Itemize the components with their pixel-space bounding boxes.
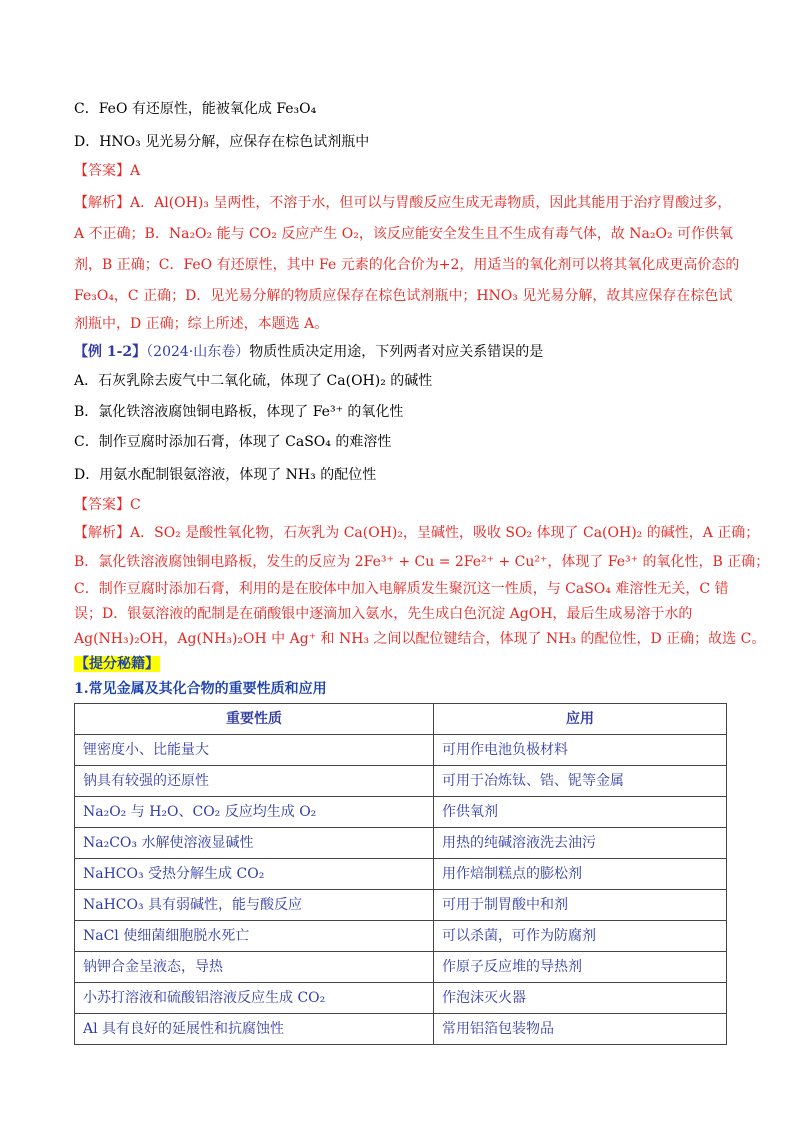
example-question: 物质性质决定用途，下列两者对应关系错误的是 [249, 344, 544, 360]
table-row [75, 859, 727, 890]
analysis-line-1 [74, 192, 734, 214]
analysis2-line-5: Ag(NH₃)₂OH，Ag(NH₃)₂OH 中 Ag⁺ 和 NH₃ 之间以配位键结合，体现了 NH₃ 的配位性，D 正确；故选 C。 [74, 631, 766, 647]
table-row [75, 952, 727, 983]
example-option-a: A．石灰乳除去废气中二氧化硫，体现了 Ca(OH)₂ 的碱性 [74, 373, 433, 389]
analysis-line-4: Fe₃O₄，C 正确；D．见光易分解的物质应保存在棕色试剂瓶中；HNO₃ 见光易分解，故其应保存在棕色试 [74, 288, 733, 304]
analysis-line-5: 剂瓶中，D 正确；综上所述，本题选 A。 [74, 316, 329, 332]
analysis2-line-3: C．制作豆腐时添加石膏，利用的是在胶体中加入电解质发生聚沉这一性质，与 CaSO₄ 难溶性无关，C 错 [74, 581, 729, 597]
property-cell: Na₂CO₃ 水解使溶液显碱性 [75, 828, 434, 859]
analysis-line-3: 剂，B 正确；C．FeO 有还原性，其中 Fe 元素的化合价为+2，用适当的氧化剂可以将其氧化成更高价态的 [74, 257, 740, 273]
property-cell: 锂密度小、比能量大 [75, 735, 434, 766]
application-cell: 常用铝箔包装物品 [434, 1014, 727, 1045]
analysis-text: A．Al(OH)₃ 呈两性，不溶于水，但可以与胃酸反应生成无毒物质，因此其能用于治疗胃酸过多， [130, 195, 732, 211]
table-row [75, 735, 727, 766]
analysis-tag: 【解析】 [74, 195, 130, 211]
answer-tag: 【答案】 [74, 163, 130, 179]
example-stem [74, 341, 734, 363]
header-property: 重要性质 [75, 704, 434, 735]
example-source: （2024·山东卷） [146, 344, 250, 360]
application-cell: 作原子反应堆的导热剂 [434, 952, 727, 983]
table-row [75, 890, 727, 921]
analysis2-line-1 [74, 522, 760, 544]
property-cell: Al 具有良好的延展性和抗腐蚀性 [75, 1014, 434, 1045]
application-cell: 用作焙制糕点的膨松剂 [434, 859, 727, 890]
property-cell: NaHCO₃ 具有弱碱性，能与酸反应 [75, 890, 434, 921]
table-row [75, 766, 727, 797]
property-cell: Na₂O₂ 与 H₂O、CO₂ 反应均生成 O₂ [75, 797, 434, 828]
answer-line [74, 160, 734, 182]
properties-table [74, 703, 727, 1045]
example-option-b: B．氯化铁溶液腐蚀铜电路板，体现了 Fe³⁺ 的氧化性 [74, 404, 404, 420]
option-d: D．HNO₃ 见光易分解，应保存在棕色试剂瓶中 [74, 134, 370, 150]
analysis2-line-4: 误；D．银氨溶液的配制是在硝酸银中逐滴加入氨水，先生成白色沉淀 AgOH，最后生成易溶于水的 [74, 606, 693, 622]
tips-highlight: 【提分秘籍】 [75, 656, 159, 672]
answer-line-2 [74, 494, 734, 516]
table-row [75, 797, 727, 828]
example-option-c: C．制作豆腐时添加石膏，体现了 CaSO₄ 的难溶性 [74, 434, 392, 450]
analysis-line-2: A 不正确；B．Na₂O₂ 能与 CO₂ 反应产生 O₂，该反应能安全发生且不生成有毒气体，故 Na₂O₂ 可作供氧 [74, 226, 734, 242]
answer-value: A [130, 163, 141, 179]
application-cell: 用热的纯碱溶液洗去油污 [434, 828, 727, 859]
header-application: 应用 [434, 704, 727, 735]
property-cell: 钠钾合金呈液态，导热 [75, 952, 434, 983]
application-cell: 作供氧剂 [434, 797, 727, 828]
property-cell: 小苏打溶液和硫酸铝溶液反应生成 CO₂ [75, 983, 434, 1014]
example-option-d: D．用氨水配制银氨溶液，体现了 NH₃ 的配位性 [74, 467, 377, 483]
property-cell: NaCl 使细菌细胞脱水死亡 [75, 921, 434, 952]
section-title: 1.常见金属及其化合物的重要性质和应用 [74, 681, 327, 697]
analysis-tag: 【解析】 [74, 525, 130, 541]
example-tag: 【例 1-2】 [74, 344, 147, 360]
table-row [75, 921, 727, 952]
property-cell: 钠具有较强的还原性 [75, 766, 434, 797]
application-cell: 作泡沫灭火器 [434, 983, 727, 1014]
tips-heading [74, 653, 734, 675]
property-cell: NaHCO₃ 受热分解生成 CO₂ [75, 859, 434, 890]
table-header-row [75, 704, 727, 735]
option-c: C．FeO 有还原性，能被氧化成 Fe₃O₄ [74, 101, 317, 117]
answer-tag: 【答案】 [74, 497, 130, 513]
application-cell: 可用于冶炼钛、锆、铌等金属 [434, 766, 727, 797]
table-row [75, 828, 727, 859]
analysis-text: A．SO₂ 是酸性氧化物，石灰乳为 Ca(OH)₂，呈碱性，吸收 SO₂ 体现了 Ca(OH)₂ 的碱性，A 正确； [130, 525, 760, 541]
application-cell: 可用作电池负极材料 [434, 735, 727, 766]
analysis2-line-2: B．氯化铁溶液腐蚀铜电路板，发生的反应为 2Fe³⁺ + Cu = 2Fe²⁺ + Cu²⁺，体现了 Fe³⁺ 的氧化性，B 正确； [74, 554, 770, 570]
answer-value: C [130, 497, 141, 513]
application-cell: 可以杀菌，可作为防腐剂 [434, 921, 727, 952]
table-row [75, 983, 727, 1014]
table-row [75, 1014, 727, 1045]
application-cell: 可用于制胃酸中和剂 [434, 890, 727, 921]
